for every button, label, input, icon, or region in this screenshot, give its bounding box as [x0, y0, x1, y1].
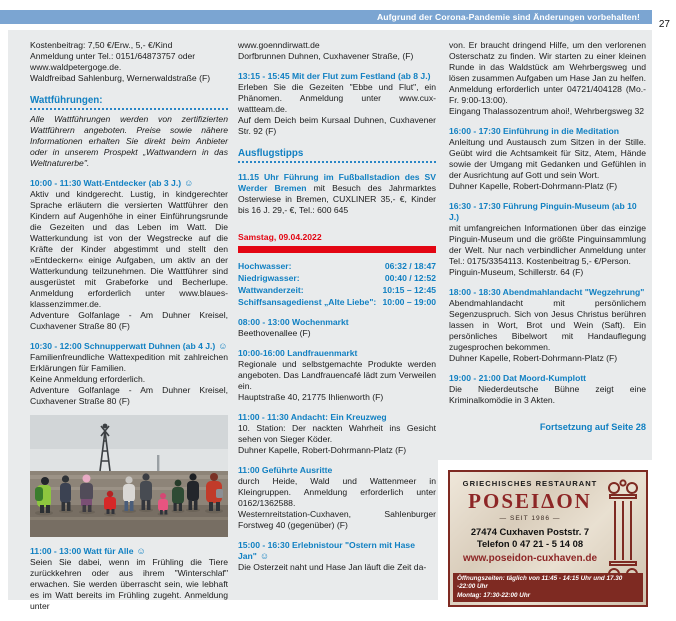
event-heading-text: 16:00 - 17:30 Einführung in die Meditation [449, 126, 619, 136]
lead-paragraph: 11.15 Uhr Führung im Fußballstadion des SV Werder Bremen mit Besuch des Jahrmarktes Osterwiese in Bremen, CUXLINER 35,- €, Kinder bis 16 J. 29,- €, Tel.: 600 645 [238, 172, 437, 215]
tide-row [238, 272, 436, 284]
event-heading [238, 540, 436, 562]
smiley-icon: ☺ [218, 341, 228, 351]
paragraph: Hauptstraße 40, 21775 Ihlienworth (F) [238, 392, 384, 402]
paragraph: 10. Station: Der nackten Wahrheit ins Gesicht sehen von Sieger Köder. [238, 423, 436, 444]
event-heading-text: 15:00 - 16:30 Erlebnistour "Ostern mit Hase Jan" [238, 540, 415, 561]
paragraph: durch Heide, Wald und Wattenmeer in Kleingruppen. Anmeldung erforderlich unter 0162/1362588. [238, 476, 436, 508]
event-heading [30, 546, 228, 557]
event-heading [449, 373, 646, 384]
paragraph: Duhner Kapelle, Robert-Dohrmann-Platz (F) [449, 353, 618, 363]
smiley-icon: ☺ [136, 546, 146, 556]
event-heading-text: 19:00 - 21:00 Dat Moord-Kumplott [449, 373, 587, 383]
event-heading [238, 71, 436, 82]
paragraph: Keine Anmeldung erforderlich. [30, 374, 146, 384]
ad-website: www.poseidon-cuxhaven.de [462, 553, 598, 564]
dotted-rule [30, 107, 228, 110]
paragraph: Anleitung und Austausch zum Sitzen in der Stille. Geübt wird die Achtsamkeit für Sitz, Atem, Hände sowie der Umgang mit Gedanken und Gefühlen in der Ausrichtung auf Gott und sein Wort. [449, 137, 646, 180]
paragraph: Regionale und selbstgemachte Produkte werden angeboten. Das Landfrauencafé lädt zum Verweilen ein. [238, 359, 436, 391]
column-left [30, 40, 228, 612]
tide-label: Hochwasser: [238, 261, 292, 271]
event-heading [238, 465, 436, 476]
event-heading-text: 08:00 - 13:00 Wochenmarkt [238, 317, 349, 327]
event-heading-text: 13:15 - 15:45 Mit der Flut zum Festland (ab 8 J.) [238, 71, 431, 81]
poseidon-restaurant-ad [448, 470, 648, 607]
ad-tagline: GRIECHISCHES RESTAURANT [462, 479, 598, 488]
ad-restaurant-name: POSEIΔON [468, 489, 592, 513]
tide-row [238, 260, 436, 272]
tide-label: Niedrigwasser: [238, 273, 300, 283]
paragraph: Seien Sie dabei, wenn im Frühling die Tiere zurückkehren oder aus ihrem "Winterschlaf" erwachen. Sie werden überrascht sein, wie lebhaft es im Watt bereits im Frühling zugeht. Anmeldung unter [30, 557, 228, 611]
section-heading: Ausflugstipps [238, 148, 304, 159]
section-heading: Wattführungen: [30, 95, 103, 106]
lead-text: 11.15 Uhr Führung im Fußballstadion des SV Werder Bremen [238, 172, 436, 193]
date-rule [238, 246, 436, 253]
paragraph: Adventure Golfanlage - Am Duhner Kreisel, Cuxhavener Straße 80 (F) [30, 310, 228, 331]
continuation-note: Fortsetzung auf Seite 28 [539, 422, 646, 432]
tide-label: Schiffsansagedienst „Alte Liebe": [238, 297, 377, 307]
paragraph: mit umfangreichen Informationen über das einzige Pinguin-Museum und die größte Pinguinsammlung der Welt. Nur nach verbindlicher Anmeldung unter Tel.: 0175/3354113. Kostenbeitrag 5,- €/Person. [449, 223, 646, 266]
event-heading-text: 16:30 - 17:30 Führung Pinguin-Museum (ab 10 J.) [449, 201, 637, 222]
text-line: Anmeldung unter Tel.: 0151/64873757 oder [30, 51, 196, 61]
tide-value: 06:32 / 18:47 [384, 261, 436, 271]
tide-label: Wattwanderzeit: [238, 285, 304, 295]
dotted-rule [238, 160, 436, 163]
date-heading: Samstag, 09.04.2022 [238, 232, 322, 242]
text-lines [30, 40, 228, 84]
ad-since: — SEIT 1986 — [499, 515, 561, 522]
corona-notice-bar: Aufgrund der Corona-Pandemie sind Änderungen vorbehalten! [0, 10, 652, 24]
event-heading-text: 10:00 - 11:30 Watt-Entdecker (ab 3 J.) [30, 178, 182, 188]
paragraph: Die Osterzeit naht und Hase Jan läuft die Zeit da- [238, 562, 427, 572]
paragraph: Duhner Kapelle, Robert-Dohrmann-Platz (F) [449, 181, 618, 191]
text-line: Waldfreibad Sahlenburg, Wernerwaldstraße (F) [30, 73, 211, 83]
column-middle [238, 40, 436, 612]
ad-hours-line2: Montag: 17:30-22:00 Uhr [457, 591, 531, 599]
text-line: www.waldpetergoge.de. [30, 62, 122, 72]
wattwanderung-photo [30, 415, 228, 537]
event-heading-text: 11:00 - 11:30 Andacht: Ein Kreuzweg [238, 412, 387, 422]
event-heading [449, 126, 646, 137]
tide-row [238, 296, 436, 308]
event-heading-text: 10:00-16:00 Landfrauenmarkt [238, 348, 358, 358]
smiley-icon: ☺ [184, 178, 194, 188]
text-line: www.goenndirwatt.de [238, 40, 320, 50]
event-heading [449, 287, 646, 298]
event-heading-text: 18:00 - 18:30 Abendmahlandacht "Wegzehrung" [449, 287, 645, 297]
text-lines [238, 40, 436, 62]
paragraph: Aktiv und kindgerecht. Lustig, in kindgerechter Sprache erläutern die versierten Wattführer den Kindern auf Augenhöhe in einer Einführungsrunde die Gezeiten und das Leben im Watt. Die Watterkundung ist von der Wegstrecke auf die Kräfte der Kinder abgestimmt und stellt den »Entdeckern« einige Aufgaben, um aktiv an der Watterkundung teilzunehmen. Die Wattführer sind ausgerüstet mit Grabeforke und Becherlupe. Anmeldung erforderlich unter www.blaues-klassenzimmer.de. [30, 189, 228, 309]
paragraph: Familienfreundliche Wattexpedition mit zahlreichen Erklärungen für Familien. [30, 352, 228, 373]
photo-graphic [30, 415, 228, 537]
event-heading [30, 341, 228, 352]
paragraph: Alle Wattführungen werden von zertifizierten Wattführern angeboten. Preise sowie nähere Informationen erhalten Sie direkt beim Anbieter oder in unserem Prospekt „Wattwandern in das Weltnaturerbe". [30, 114, 228, 168]
text-line: Dorfbrunnen Duhnen, Cuxhavener Straße, (F) [238, 51, 414, 61]
paragraph: Die Niederdeutsche Bühne zeigt eine Kriminalkomödie in 3 Akten. [449, 384, 646, 405]
paragraph: Westernreitstation-Cuxhaven, Sahlenburger Forstweg 40 (gegenüber) (F) [238, 509, 436, 530]
paragraph: Erleben Sie die Gezeiten "Ebbe und Flut", ein Phänomen. Anmeldung unter www.cux-wattteam.de. [238, 82, 436, 114]
event-heading [30, 178, 228, 189]
text-line: Kostenbeitrag: 7,50 €/Erw., 5,- €/Kind [30, 40, 173, 50]
event-heading-text: 10:30 - 12:00 Schnupperwatt Duhnen (ab 4 J.) [30, 341, 216, 351]
event-heading [238, 317, 436, 328]
paragraph: Auf dem Deich beim Kursaal Duhnen, Cuxhavener Str. 92 (F) [238, 115, 436, 136]
tide-table [238, 260, 436, 308]
page-number: 27 [658, 19, 670, 30]
paragraph: Duhner Kapelle, Robert-Dohrmann-Platz (F) [238, 445, 407, 455]
ad-opening-hours [453, 573, 643, 603]
event-heading [238, 348, 436, 359]
ad-address: 27474 Cuxhaven Poststr. 7 [470, 526, 590, 537]
smiley-icon: ☺ [259, 551, 270, 561]
tide-value: 10:00 – 19:00 [382, 297, 436, 307]
event-heading-text: 11:00 Geführte Ausritte [238, 465, 333, 475]
tide-value: 00:40 / 12:52 [384, 273, 436, 283]
tide-value: 10:15 – 12:45 [382, 285, 436, 295]
tide-row [238, 284, 436, 296]
ad-phone: Telefon 0 47 21 - 5 14 08 [476, 538, 584, 549]
paragraph: Adventure Golfanlage - Am Duhner Kreisel, Cuxhavener Straße 80 (F) [30, 385, 228, 406]
event-heading-text: 11:00 - 13:00 Watt für Alle [30, 546, 134, 556]
walkers-group [35, 473, 223, 516]
paragraph: Abendmahlandacht mit persönlichem Segenzuspruch. Sich von Jesus Christus berühren lassen in Wort, Brot und Wein (Saft). Ein persönliches Bibelwort mit Handauflegung zugesprochen bekommen. [449, 298, 646, 352]
ad-hours-line1: Öffnungszeiten: täglich von 11:45 - 14:15 Uhr und 17.30 -22:00 Uhr [457, 574, 623, 590]
paragraph: Beethovenallee (F) [238, 328, 311, 338]
paragraph: Eingang Thalassozentrum ahoi!, Wehrbergsweg 32 [449, 106, 645, 116]
paragraph: Pinguin-Museum, Schillerstr. 64 (F) [449, 267, 584, 277]
paragraph: von. Er braucht dringend Hilfe, um den verlorenen Osterschatz zu finden. Wir starten zu einer kleinen Runde in das Waldstück am Wehrbergsweg und lösen zusammen Aufgaben um Hase Jan zu helfen. Anmeldung erforderlich unter 04721/404128 (Mo.-Fr. 9:00-13:00). [449, 40, 646, 105]
event-heading [238, 412, 436, 423]
event-heading [449, 201, 646, 223]
